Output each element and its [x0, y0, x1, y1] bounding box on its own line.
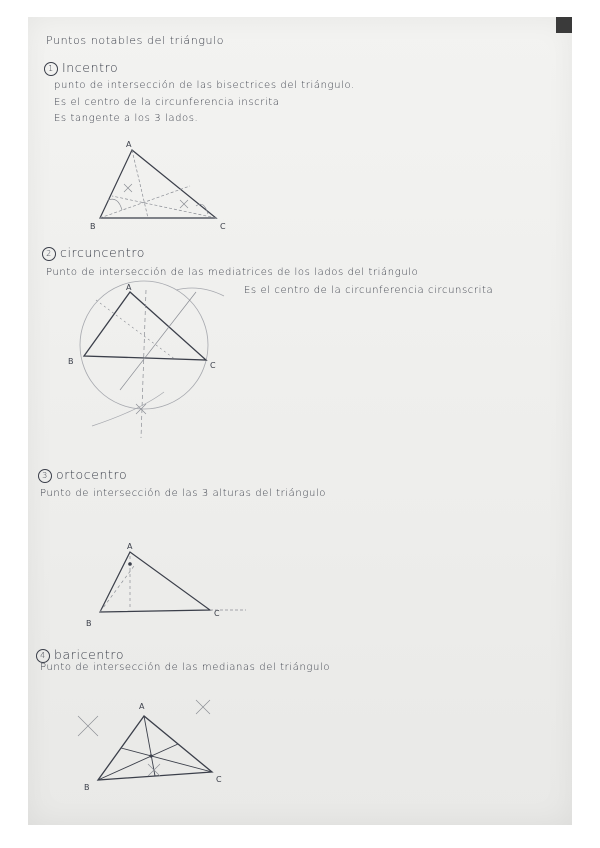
incentro-triangle	[100, 150, 216, 218]
compass-mark-right	[196, 700, 210, 714]
ortocentro-vertex-a: A	[127, 542, 133, 551]
section-1-line-2: Es el centro de la circunferencia inscrita	[54, 97, 280, 108]
section-4-line-1: Punto de intersección de las medianas del triángulo	[40, 662, 331, 673]
section-1-line-3: Es tangente a los 3 lados.	[54, 113, 199, 124]
section-number-1: 1	[44, 62, 58, 76]
baricentro-vertex-b: B	[84, 783, 90, 792]
incentro-vertex-a: A	[126, 140, 132, 149]
circuncentro-figure	[68, 281, 224, 438]
circuncentro-vertex-c: C	[210, 361, 216, 370]
section-3-heading-text: ortocentro	[56, 467, 128, 482]
incentro-figure	[90, 140, 226, 231]
section-1-line-1: punto de intersección de las bisectrices del triángulo.	[54, 80, 355, 91]
ortocentro-vertex-c: C	[214, 609, 220, 618]
baricentro-triangle	[98, 716, 212, 780]
section-number-2: 2	[42, 247, 56, 261]
section-2-line-1: Punto de intersección de las mediatrices de los lados del triángulo	[46, 267, 419, 278]
page-title: Puntos notables del triángulo	[46, 34, 225, 47]
compass-mark-left	[78, 716, 98, 736]
incentro-bisector-a	[132, 150, 148, 218]
incentro-vertex-c: C	[220, 222, 226, 231]
ortocentro-vertex-b: B	[86, 619, 92, 628]
incentro-mark	[124, 184, 132, 192]
section-2-line-2: Es el centro de la circunferencia circunscrita	[244, 285, 494, 296]
baricentro-figure	[78, 700, 222, 792]
section-2-heading-text: circuncentro	[60, 245, 146, 260]
incentro-arc-c	[196, 204, 208, 214]
ortocentro-triangle	[100, 552, 210, 612]
incentro-bisector-b	[100, 186, 190, 218]
circuncentro-vertex-b: B	[68, 357, 74, 366]
centroid-point	[149, 754, 152, 757]
perpendicular-bisector-ab	[96, 300, 176, 360]
compass-arc-1	[92, 392, 164, 426]
incentro-bisector-c	[112, 196, 216, 218]
section-3-line-1: Punto de intersección de las 3 alturas del triángulo	[40, 488, 326, 499]
section-number-3: 3	[38, 469, 52, 483]
section-4-heading-text: baricentro	[54, 647, 125, 662]
incentro-arc-b	[108, 199, 122, 210]
median-a	[144, 716, 155, 776]
circuncentro-vertex-a: A	[126, 283, 132, 292]
compass-mark-bottom	[148, 764, 160, 776]
incentro-vertex-b: B	[90, 222, 96, 231]
altitude-b	[100, 566, 134, 612]
perpendicular-bisector-bc	[141, 290, 146, 438]
orthocenter-point	[128, 562, 132, 566]
baricentro-vertex-c: C	[216, 775, 222, 784]
ortocentro-figure	[86, 542, 246, 628]
baricentro-vertex-a: A	[139, 702, 145, 711]
incentro-mark-2	[180, 200, 188, 208]
section-1-heading-text: Incentro	[62, 60, 119, 75]
section-number-4: 4	[36, 649, 50, 663]
